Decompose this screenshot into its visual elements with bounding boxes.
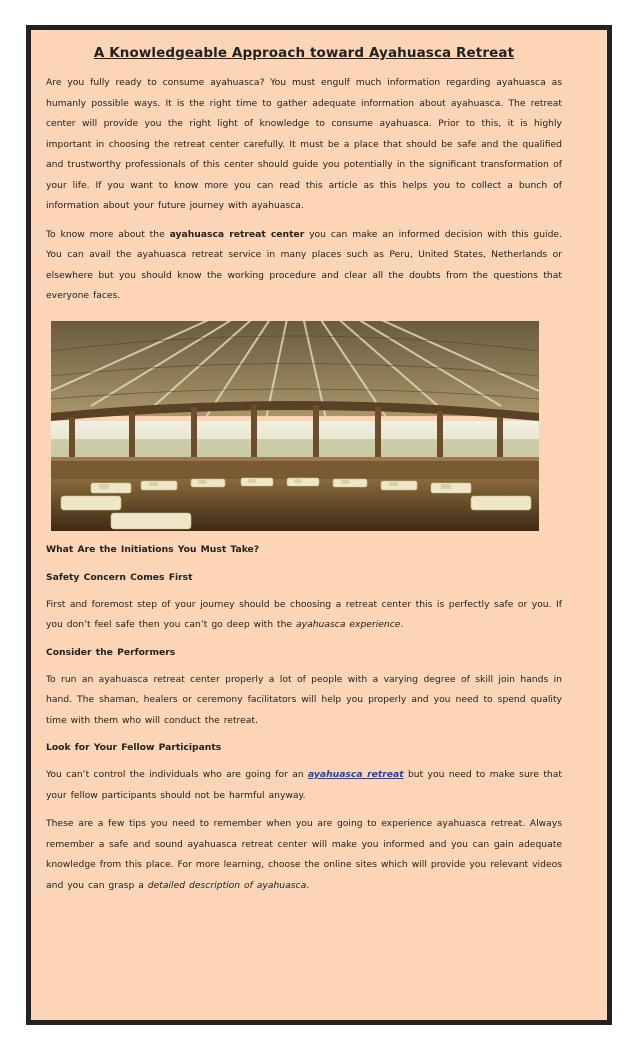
intro-paragraph-2 [46,225,562,307]
performers-paragraph: To run an ayahuasca retreat center properly a lot of people with a varying degree of skill join hands in hand. The shaman, healers or ceremony facilitators will help you properly and you need to spend quality time with them who will conduct the retreat. [46,673,562,726]
retreat-hall-illustration [51,321,539,531]
safety-paragraph [46,595,562,636]
participants-text-after: but you need to make sure that your fellow participants should not be harmful anyway. [46,769,562,801]
safety-text-before: First and foremost step of your journey should be choosing a retreat center this is perfectly safe or you. If you don’t feel safe then you can’t go deep with the [46,598,562,630]
ayahuasca-retreat-link[interactable]: ayahuasca retreat [308,769,404,780]
closing-text-after: . [306,879,310,891]
page-title: A Knowledgeable Approach toward Ayahuasca Retreat [93,45,515,61]
intro-p2-text-after: you can make an informed decision with this guide. You can avail the ayahuasca retreat service in many places such as Peru, United States, Netherlands or elsewhere but you should know the working procedure and clear all the doubts from the questions that everyone faces. [46,228,563,301]
intro-p2-text-before: To know more about the [46,228,170,240]
section-heading-safety: Safety Concern Comes First [46,571,193,583]
section-heading-performers: Consider the Performers [46,646,176,658]
safety-italic-phrase: ayahuasca experience [296,619,401,630]
retreat-hall-photo [51,321,539,531]
intro-p2-bold-phrase: ayahuasca retreat center [169,228,305,240]
closing-text-before: These are a few tips you need to remember when you are going to experience ayahuasca retreat. Always remember a safe and sound ayahuasca retreat center will make you informed and you can gain adequate knowledge from this place. For more learning, choose the online sites which will provide you relevant videos and you can grasp a [46,818,562,891]
section-heading-participants: Look for Your Fellow Participants [46,742,222,753]
participants-text-before: You can’t control the individuals who are going for an [46,769,309,780]
article [46,44,562,896]
closing-italic-phrase: detailed description of ayahuasca [147,879,307,891]
safety-text-after: . [400,619,404,630]
closing-paragraph [46,814,562,896]
participants-paragraph [46,765,562,806]
section-heading-initiations: What Are the Initiations You Must Take? [46,543,260,555]
intro-paragraph-1: Are you fully ready to consume ayahuasca? You must engulf much information regarding ayahuasca as humanly possible ways. It is the right time to gather adequate information about ayahuasca. The retreat center will provide you the right light of knowledge to consume ayahuasca. Prior to this, it is highly important in choosing the retreat center carefully. It must be a place that should be safe and the qualified and trustworthy professionals of this center should guide you potentially in the significant transformation of your life. If you want to know more you can read this article as this helps you to collect a bunch of information about your future journey with ayahuasca. [46,77,562,211]
